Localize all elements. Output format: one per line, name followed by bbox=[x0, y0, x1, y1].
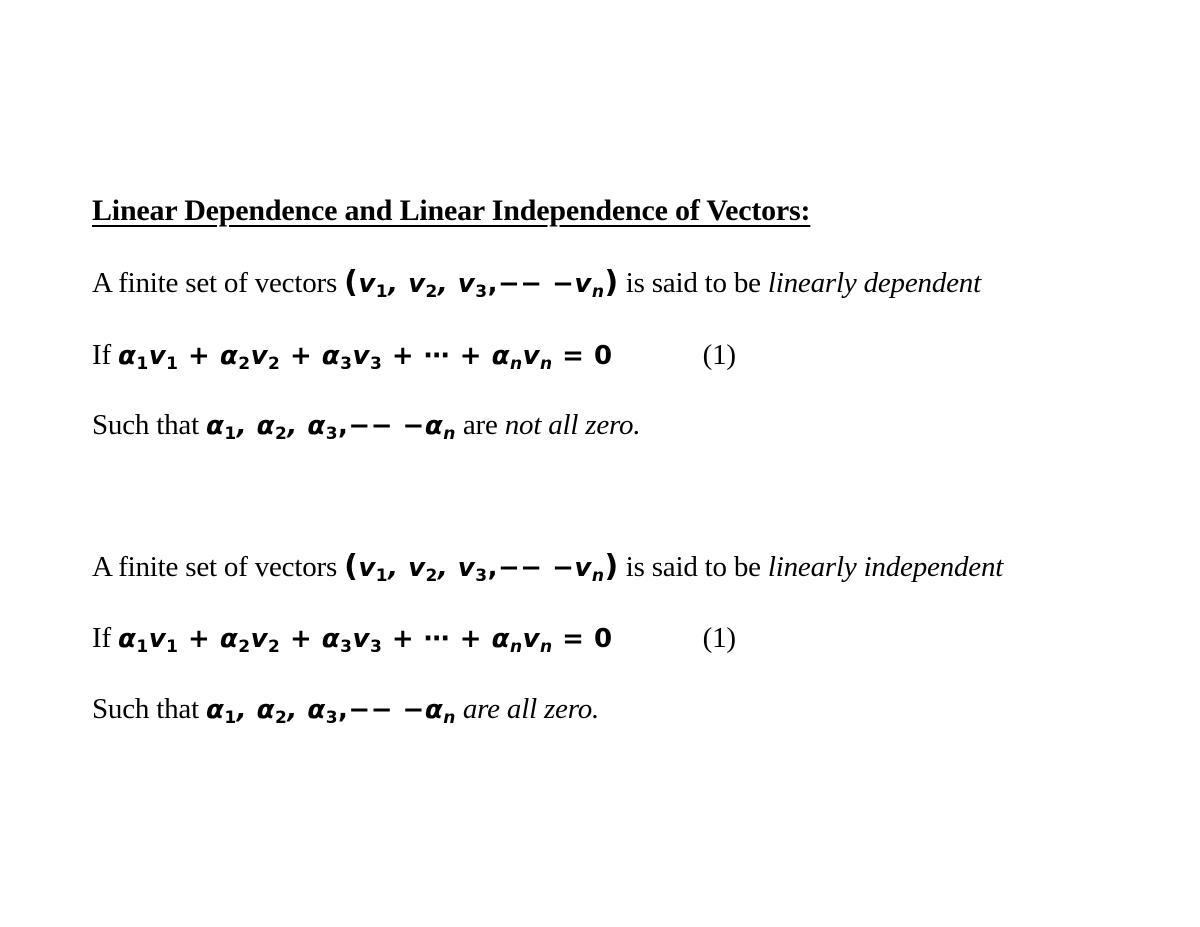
equation-number: (1) bbox=[702, 622, 736, 654]
independent-definition-line bbox=[92, 547, 1003, 588]
equation-number: (1) bbox=[702, 339, 736, 371]
if-label: If bbox=[92, 622, 118, 654]
independent-equation-line bbox=[92, 618, 736, 659]
dependent-condition-line bbox=[92, 405, 640, 446]
independent-intro-suffix: is said to be bbox=[618, 551, 768, 583]
linear-combination-equation: $\alpha_1v_1 + \alpha_2v_2 + \alpha_3v_3$ + ⋯ + $\alpha_nv_n = 0$ bbox=[117, 624, 613, 657]
dependent-equation-line bbox=[92, 335, 736, 376]
independent-term: linearly independent bbox=[767, 551, 1004, 583]
dependent-such-mid: are bbox=[455, 409, 505, 441]
independent-intro-prefix: A finite set of vectors bbox=[92, 551, 345, 583]
if-label: If bbox=[92, 339, 118, 371]
independent-such-mid bbox=[456, 693, 463, 725]
dependent-intro-suffix: is said to be bbox=[618, 267, 768, 299]
coefficient-list: $\alpha_1$, $\alpha_2$, $\alpha_3,-- -\alpha_n$ bbox=[206, 411, 456, 444]
independent-condition-line bbox=[92, 689, 599, 730]
such-that-label: Such that bbox=[92, 693, 206, 725]
linear-combination-equation: $\alpha_1v_1 + \alpha_2v_2 + \alpha_3v_3$ + ⋯ + $\alpha_nv_n = 0$ bbox=[117, 341, 613, 374]
dependent-intro-prefix: A finite set of vectors bbox=[92, 267, 345, 299]
such-that-label: Such that bbox=[92, 409, 206, 441]
independent-condition: are all zero. bbox=[462, 693, 600, 725]
page-title: Linear Dependence and Linear Independence of Vectors: bbox=[92, 194, 811, 227]
vector-set: ($v_1$, $v_2$, $v_3,-- -v_n$) bbox=[344, 549, 619, 586]
dependent-term: linearly dependent bbox=[767, 267, 981, 299]
vector-set: ($v_1$, $v_2$, $v_3,-- -v_n$) bbox=[344, 265, 619, 302]
coefficient-list: $\alpha_1$, $\alpha_2$, $\alpha_3,-- -\alpha_n$ bbox=[206, 695, 456, 728]
dependent-condition: not all zero. bbox=[504, 409, 641, 441]
dependent-definition-line bbox=[92, 263, 981, 304]
